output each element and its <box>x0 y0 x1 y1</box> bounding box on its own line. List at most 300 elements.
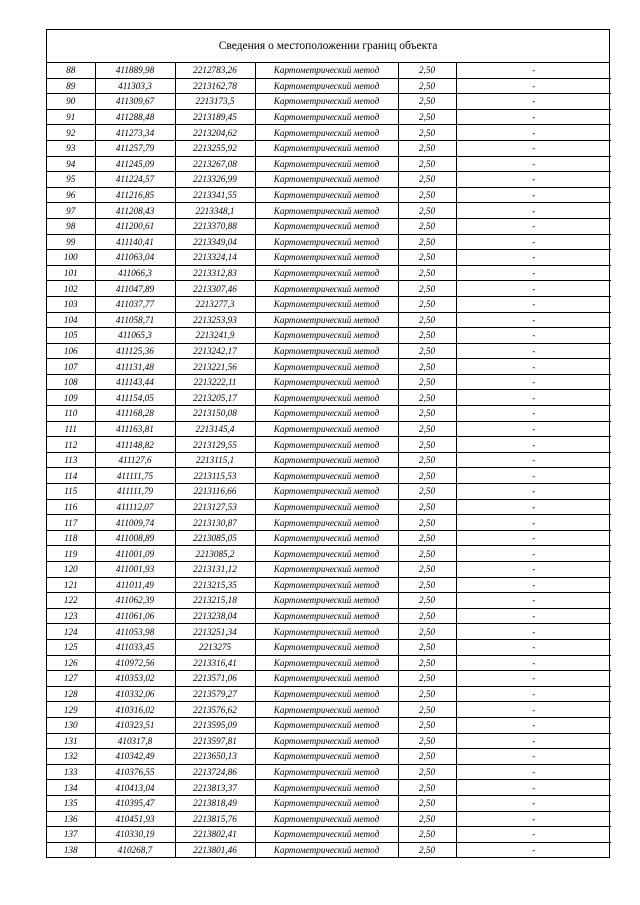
accuracy-cell: 2,50 <box>398 764 456 780</box>
coordinate-x-cell: 410332,06 <box>95 686 175 702</box>
note-cell: - <box>456 546 611 562</box>
method-cell: Картометрический метод <box>255 281 398 297</box>
coordinate-y-cell: 2213255,92 <box>175 140 255 156</box>
method-cell: Картометрический метод <box>255 546 398 562</box>
method-cell: Картометрический метод <box>255 374 398 390</box>
point-number-cell: 138 <box>47 842 95 857</box>
note-cell: - <box>456 749 611 765</box>
method-cell: Картометрический метод <box>255 203 398 219</box>
coordinate-y-cell: 2213275 <box>175 639 255 655</box>
coordinate-y-cell: 2213251,34 <box>175 624 255 640</box>
point-number-cell: 109 <box>47 390 95 406</box>
coordinate-y-cell: 2213238,04 <box>175 608 255 624</box>
coordinate-x-cell: 410413,04 <box>95 780 175 796</box>
point-number-cell: 105 <box>47 328 95 344</box>
table-row <box>47 109 611 125</box>
note-cell: - <box>456 312 611 328</box>
method-cell: Картометрический метод <box>255 452 398 468</box>
accuracy-cell: 2,50 <box>398 312 456 328</box>
coordinate-x-cell: 411127,6 <box>95 452 175 468</box>
coordinate-y-cell: 2213189,45 <box>175 109 255 125</box>
table-row <box>47 733 611 749</box>
method-cell: Картометрический метод <box>255 187 398 203</box>
coordinate-x-cell: 411111,79 <box>95 484 175 500</box>
coordinate-x-cell: 411061,06 <box>95 608 175 624</box>
table-row <box>47 250 611 266</box>
table-row <box>47 234 611 250</box>
point-number-cell: 124 <box>47 624 95 640</box>
point-number-cell: 123 <box>47 608 95 624</box>
note-cell: - <box>456 421 611 437</box>
table-row <box>47 468 611 484</box>
coordinate-x-cell: 411001,93 <box>95 562 175 578</box>
method-cell: Картометрический метод <box>255 296 398 312</box>
note-cell: - <box>456 296 611 312</box>
accuracy-cell: 2,50 <box>398 218 456 234</box>
accuracy-cell: 2,50 <box>398 749 456 765</box>
method-cell: Картометрический метод <box>255 530 398 546</box>
point-number-cell: 114 <box>47 468 95 484</box>
table-row <box>47 749 611 765</box>
accuracy-cell: 2,50 <box>398 109 456 125</box>
table-row <box>47 265 611 281</box>
coordinate-y-cell: 2213267,08 <box>175 156 255 172</box>
note-cell: - <box>456 265 611 281</box>
point-number-cell: 92 <box>47 125 95 141</box>
method-cell: Картометрический метод <box>255 624 398 640</box>
method-cell: Картометрический метод <box>255 125 398 141</box>
coordinate-y-cell: 2213650,13 <box>175 749 255 765</box>
coordinate-x-cell: 411163,81 <box>95 421 175 437</box>
coordinate-y-cell: 2213115,1 <box>175 452 255 468</box>
coordinate-x-cell: 411112,07 <box>95 499 175 515</box>
point-number-cell: 120 <box>47 562 95 578</box>
method-cell: Картометрический метод <box>255 140 398 156</box>
note-cell: - <box>456 686 611 702</box>
method-cell: Картометрический метод <box>255 764 398 780</box>
coordinate-y-cell: 2213221,56 <box>175 359 255 375</box>
coordinate-x-cell: 410353,02 <box>95 671 175 687</box>
note-cell: - <box>456 234 611 250</box>
coordinate-y-cell: 2213802,41 <box>175 827 255 843</box>
point-number-cell: 101 <box>47 265 95 281</box>
coordinate-y-cell: 2213316,41 <box>175 655 255 671</box>
coordinate-x-cell: 411062,39 <box>95 593 175 609</box>
method-cell: Картометрический метод <box>255 671 398 687</box>
table-row <box>47 686 611 702</box>
table-row <box>47 562 611 578</box>
note-cell: - <box>456 452 611 468</box>
coordinate-y-cell: 2213205,17 <box>175 390 255 406</box>
coordinate-x-cell: 411063,04 <box>95 250 175 266</box>
note-cell: - <box>456 827 611 843</box>
table-row <box>47 530 611 546</box>
point-number-cell: 117 <box>47 515 95 531</box>
point-number-cell: 98 <box>47 218 95 234</box>
table-row <box>47 187 611 203</box>
coordinate-y-cell: 2213307,46 <box>175 281 255 297</box>
method-cell: Картометрический метод <box>255 312 398 328</box>
coordinate-x-cell: 410451,93 <box>95 811 175 827</box>
note-cell: - <box>456 437 611 453</box>
point-number-cell: 135 <box>47 795 95 811</box>
accuracy-cell: 2,50 <box>398 452 456 468</box>
coordinate-x-cell: 411008,89 <box>95 530 175 546</box>
note-cell: - <box>456 608 611 624</box>
note-cell: - <box>456 94 611 110</box>
coordinate-y-cell: 2213241,9 <box>175 328 255 344</box>
accuracy-cell: 2,50 <box>398 484 456 500</box>
table-row <box>47 655 611 671</box>
coordinate-x-cell: 411148,82 <box>95 437 175 453</box>
coordinate-y-cell: 2213222,11 <box>175 374 255 390</box>
table-row <box>47 624 611 640</box>
coordinate-x-cell: 410376,55 <box>95 764 175 780</box>
coordinate-x-cell: 411216,85 <box>95 187 175 203</box>
method-cell: Картометрический метод <box>255 343 398 359</box>
coordinate-x-cell: 411303,3 <box>95 78 175 94</box>
table-row <box>47 406 611 422</box>
method-cell: Картометрический метод <box>255 265 398 281</box>
table-row <box>47 421 611 437</box>
accuracy-cell: 2,50 <box>398 639 456 655</box>
accuracy-cell: 2,50 <box>398 562 456 578</box>
table-row <box>47 546 611 562</box>
method-cell: Картометрический метод <box>255 218 398 234</box>
table-row <box>47 484 611 500</box>
method-cell: Картометрический метод <box>255 109 398 125</box>
point-number-cell: 133 <box>47 764 95 780</box>
method-cell: Картометрический метод <box>255 250 398 266</box>
table-row <box>47 312 611 328</box>
method-cell: Картометрический метод <box>255 328 398 344</box>
coordinate-y-cell: 2213127,53 <box>175 499 255 515</box>
coordinate-x-cell: 411224,57 <box>95 172 175 188</box>
point-number-cell: 128 <box>47 686 95 702</box>
method-cell: Картометрический метод <box>255 562 398 578</box>
table-row <box>47 764 611 780</box>
coordinate-y-cell: 2213215,35 <box>175 577 255 593</box>
note-cell: - <box>456 250 611 266</box>
coordinate-x-cell: 411889,98 <box>95 63 175 78</box>
accuracy-cell: 2,50 <box>398 421 456 437</box>
coordinate-y-cell: 2213115,53 <box>175 468 255 484</box>
coordinate-y-cell: 2213326,99 <box>175 172 255 188</box>
method-cell: Картометрический метод <box>255 655 398 671</box>
method-cell: Картометрический метод <box>255 795 398 811</box>
note-cell: - <box>456 359 611 375</box>
coordinate-x-cell: 411208,43 <box>95 203 175 219</box>
table-row <box>47 78 611 94</box>
table-row <box>47 639 611 655</box>
accuracy-cell: 2,50 <box>398 265 456 281</box>
table-row <box>47 296 611 312</box>
point-number-cell: 96 <box>47 187 95 203</box>
coordinate-x-cell: 411047,89 <box>95 281 175 297</box>
boundary-table-sheet <box>46 29 610 858</box>
accuracy-cell: 2,50 <box>398 187 456 203</box>
accuracy-cell: 2,50 <box>398 655 456 671</box>
method-cell: Картометрический метод <box>255 608 398 624</box>
accuracy-cell: 2,50 <box>398 515 456 531</box>
method-cell: Картометрический метод <box>255 234 398 250</box>
accuracy-cell: 2,50 <box>398 203 456 219</box>
accuracy-cell: 2,50 <box>398 546 456 562</box>
coordinate-x-cell: 411037,77 <box>95 296 175 312</box>
table-body <box>47 63 611 857</box>
note-cell: - <box>456 406 611 422</box>
table-row <box>47 577 611 593</box>
coordinate-y-cell: 2213349,04 <box>175 234 255 250</box>
accuracy-cell: 2,50 <box>398 499 456 515</box>
point-number-cell: 132 <box>47 749 95 765</box>
method-cell: Картометрический метод <box>255 749 398 765</box>
accuracy-cell: 2,50 <box>398 94 456 110</box>
coordinate-y-cell: 2213815,76 <box>175 811 255 827</box>
point-number-cell: 104 <box>47 312 95 328</box>
note-cell: - <box>456 328 611 344</box>
note-cell: - <box>456 562 611 578</box>
accuracy-cell: 2,50 <box>398 234 456 250</box>
table-row <box>47 780 611 796</box>
note-cell: - <box>456 172 611 188</box>
table-row <box>47 515 611 531</box>
accuracy-cell: 2,50 <box>398 593 456 609</box>
coordinate-y-cell: 2213145,4 <box>175 421 255 437</box>
accuracy-cell: 2,50 <box>398 78 456 94</box>
table-row <box>47 702 611 718</box>
note-cell: - <box>456 374 611 390</box>
note-cell: - <box>456 764 611 780</box>
method-cell: Картометрический метод <box>255 733 398 749</box>
method-cell: Картометрический метод <box>255 593 398 609</box>
note-cell: - <box>456 639 611 655</box>
point-number-cell: 136 <box>47 811 95 827</box>
coordinate-y-cell: 2213576,62 <box>175 702 255 718</box>
note-cell: - <box>456 63 611 78</box>
accuracy-cell: 2,50 <box>398 374 456 390</box>
coordinate-x-cell: 410268,7 <box>95 842 175 857</box>
point-number-cell: 125 <box>47 639 95 655</box>
point-number-cell: 91 <box>47 109 95 125</box>
point-number-cell: 131 <box>47 733 95 749</box>
note-cell: - <box>456 624 611 640</box>
table-row <box>47 218 611 234</box>
point-number-cell: 100 <box>47 250 95 266</box>
method-cell: Картометрический метод <box>255 78 398 94</box>
accuracy-cell: 2,50 <box>398 343 456 359</box>
note-cell: - <box>456 780 611 796</box>
coordinate-x-cell: 410395,47 <box>95 795 175 811</box>
method-cell: Картометрический метод <box>255 406 398 422</box>
coordinate-y-cell: 2213341,55 <box>175 187 255 203</box>
note-cell: - <box>456 78 611 94</box>
coordinate-x-cell: 410972,56 <box>95 655 175 671</box>
table-title: Сведения о местоположении границ объекта <box>47 30 609 63</box>
method-cell: Картометрический метод <box>255 842 398 857</box>
table-row <box>47 499 611 515</box>
accuracy-cell: 2,50 <box>398 733 456 749</box>
coordinate-y-cell: 2213370,88 <box>175 218 255 234</box>
coordinate-x-cell: 411154,05 <box>95 390 175 406</box>
coordinate-y-cell: 2213242,17 <box>175 343 255 359</box>
coordinate-y-cell: 2213801,46 <box>175 842 255 857</box>
coordinate-x-cell: 411200,61 <box>95 218 175 234</box>
note-cell: - <box>456 530 611 546</box>
accuracy-cell: 2,50 <box>398 717 456 733</box>
accuracy-cell: 2,50 <box>398 795 456 811</box>
table-row <box>47 63 611 78</box>
method-cell: Картометрический метод <box>255 717 398 733</box>
accuracy-cell: 2,50 <box>398 406 456 422</box>
coordinate-x-cell: 410323,51 <box>95 717 175 733</box>
table-row <box>47 608 611 624</box>
coordinate-y-cell: 2213162,78 <box>175 78 255 94</box>
method-cell: Картометрический метод <box>255 702 398 718</box>
coordinate-x-cell: 411131,48 <box>95 359 175 375</box>
method-cell: Картометрический метод <box>255 780 398 796</box>
coordinate-y-cell: 2213129,55 <box>175 437 255 453</box>
coordinate-x-cell: 411033,45 <box>95 639 175 655</box>
accuracy-cell: 2,50 <box>398 328 456 344</box>
note-cell: - <box>456 577 611 593</box>
point-number-cell: 102 <box>47 281 95 297</box>
coordinate-x-cell: 411245,09 <box>95 156 175 172</box>
coordinate-y-cell: 2213253,93 <box>175 312 255 328</box>
accuracy-cell: 2,50 <box>398 468 456 484</box>
note-cell: - <box>456 156 611 172</box>
accuracy-cell: 2,50 <box>398 437 456 453</box>
method-cell: Картометрический метод <box>255 390 398 406</box>
accuracy-cell: 2,50 <box>398 671 456 687</box>
note-cell: - <box>456 702 611 718</box>
point-number-cell: 134 <box>47 780 95 796</box>
table-row <box>47 359 611 375</box>
table-row <box>47 125 611 141</box>
table-row <box>47 140 611 156</box>
table-row <box>47 437 611 453</box>
coordinate-y-cell: 2213324,14 <box>175 250 255 266</box>
method-cell: Картометрический метод <box>255 811 398 827</box>
note-cell: - <box>456 842 611 857</box>
coordinate-y-cell: 2213130,87 <box>175 515 255 531</box>
coordinate-x-cell: 411125,36 <box>95 343 175 359</box>
coordinate-y-cell: 2213204,62 <box>175 125 255 141</box>
note-cell: - <box>456 593 611 609</box>
table-row <box>47 827 611 843</box>
point-number-cell: 122 <box>47 593 95 609</box>
table-row <box>47 374 611 390</box>
coordinate-x-cell: 411053,98 <box>95 624 175 640</box>
accuracy-cell: 2,50 <box>398 686 456 702</box>
method-cell: Картометрический метод <box>255 686 398 702</box>
coordinate-y-cell: 2213085,2 <box>175 546 255 562</box>
coordinate-x-cell: 410330,19 <box>95 827 175 843</box>
table-row <box>47 390 611 406</box>
method-cell: Картометрический метод <box>255 639 398 655</box>
point-number-cell: 119 <box>47 546 95 562</box>
method-cell: Картометрический метод <box>255 499 398 515</box>
coordinates-table <box>47 63 611 857</box>
note-cell: - <box>456 343 611 359</box>
accuracy-cell: 2,50 <box>398 702 456 718</box>
note-cell: - <box>456 484 611 500</box>
table-row <box>47 172 611 188</box>
method-cell: Картометрический метод <box>255 437 398 453</box>
point-number-cell: 116 <box>47 499 95 515</box>
accuracy-cell: 2,50 <box>398 172 456 188</box>
accuracy-cell: 2,50 <box>398 842 456 857</box>
note-cell: - <box>456 281 611 297</box>
point-number-cell: 108 <box>47 374 95 390</box>
method-cell: Картометрический метод <box>255 515 398 531</box>
point-number-cell: 103 <box>47 296 95 312</box>
coordinate-x-cell: 411065,3 <box>95 328 175 344</box>
note-cell: - <box>456 515 611 531</box>
coordinate-y-cell: 2213116,66 <box>175 484 255 500</box>
coordinate-x-cell: 410317,8 <box>95 733 175 749</box>
point-number-cell: 88 <box>47 63 95 78</box>
coordinate-x-cell: 411009,74 <box>95 515 175 531</box>
coordinate-x-cell: 411140,41 <box>95 234 175 250</box>
coordinate-y-cell: 2213595,09 <box>175 717 255 733</box>
accuracy-cell: 2,50 <box>398 140 456 156</box>
accuracy-cell: 2,50 <box>398 827 456 843</box>
note-cell: - <box>456 671 611 687</box>
coordinate-y-cell: 2213571,06 <box>175 671 255 687</box>
method-cell: Картометрический метод <box>255 94 398 110</box>
point-number-cell: 121 <box>47 577 95 593</box>
point-number-cell: 99 <box>47 234 95 250</box>
accuracy-cell: 2,50 <box>398 811 456 827</box>
table-row <box>47 203 611 219</box>
coordinate-y-cell: 2213312,83 <box>175 265 255 281</box>
table-row <box>47 281 611 297</box>
table-row <box>47 842 611 857</box>
point-number-cell: 115 <box>47 484 95 500</box>
method-cell: Картометрический метод <box>255 577 398 593</box>
coordinate-y-cell: 2213131,12 <box>175 562 255 578</box>
accuracy-cell: 2,50 <box>398 125 456 141</box>
method-cell: Картометрический метод <box>255 156 398 172</box>
table-row <box>47 593 611 609</box>
point-number-cell: 97 <box>47 203 95 219</box>
coordinate-x-cell: 411143,44 <box>95 374 175 390</box>
coordinate-y-cell: 2213813,37 <box>175 780 255 796</box>
note-cell: - <box>456 203 611 219</box>
point-number-cell: 95 <box>47 172 95 188</box>
table-row <box>47 94 611 110</box>
coordinate-y-cell: 2213173,5 <box>175 94 255 110</box>
coordinate-x-cell: 411168,28 <box>95 406 175 422</box>
coordinate-y-cell: 2213150,08 <box>175 406 255 422</box>
coordinate-x-cell: 411066,3 <box>95 265 175 281</box>
note-cell: - <box>456 390 611 406</box>
note-cell: - <box>456 795 611 811</box>
coordinate-x-cell: 411011,49 <box>95 577 175 593</box>
point-number-cell: 110 <box>47 406 95 422</box>
table-row <box>47 328 611 344</box>
coordinate-x-cell: 411111,75 <box>95 468 175 484</box>
note-cell: - <box>456 733 611 749</box>
point-number-cell: 111 <box>47 421 95 437</box>
coordinate-y-cell: 2213597,81 <box>175 733 255 749</box>
accuracy-cell: 2,50 <box>398 281 456 297</box>
point-number-cell: 137 <box>47 827 95 843</box>
accuracy-cell: 2,50 <box>398 156 456 172</box>
note-cell: - <box>456 218 611 234</box>
point-number-cell: 106 <box>47 343 95 359</box>
